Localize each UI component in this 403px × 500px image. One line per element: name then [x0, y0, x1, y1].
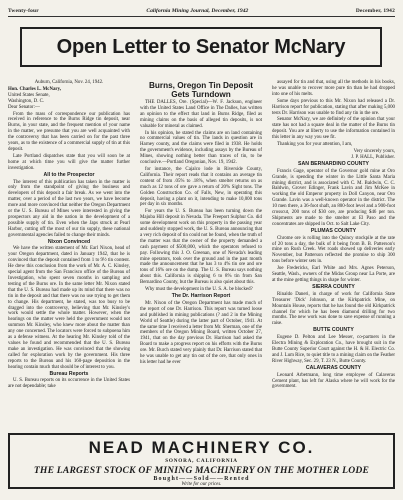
ad-slogan: THE LARGEST STOCK OF MINING MACHINERY ON THE MOTHER LODE [33, 465, 370, 476]
advertisement-box [8, 433, 395, 489]
letter-subhead: Nixon Convinced [47, 238, 91, 245]
letter-subhead: Bureau Reports [49, 370, 89, 377]
right-column [272, 80, 395, 391]
publication-title: California Mining Journal, December, 1942 [146, 8, 249, 14]
salutation-lead: Hon. [8, 86, 19, 92]
ad-services: Bought——Sold——Rented [153, 476, 250, 482]
letter-paragraph: Mr. Nixon of the Oregon Department has made much of the report of one Dr. Harrison. This report was turned loose and published in mining publications (? and 2 in the Mining World of Seattle) during the latter part of October, 1941. At the same time I received a letter from Mr. Sherman, one of the members of the Oregon Mining Board, written October 27, 1941, that on the day previous Dr. Harrison had asked the Board to make a progress report on his efforts with the Burns ore. Mr. Burch stated very plainly that Dr. Harrison stated that he was unable to get any tin out of the ore, that only ones in his letter had he ever [140, 300, 262, 365]
header-rule [8, 16, 395, 17]
letter-subhead: The Dr. Harrison Report [171, 293, 231, 299]
headline-box [20, 27, 382, 67]
letter-address [8, 87, 130, 111]
county-news: Joe Fredericks, Earl White and Mrs. Agnes Peterson, Seattle, Wash., owners of the Midas Group near La Porte, are at the mine getting things in shape for winter. [272, 266, 395, 283]
sidebar-body: In his opinion, he stated the claims are on land containing no commercial values of tin. The lands in question are in Harney county, and the claims were filed in 1938. He holds the government's evidence, including assays by the Bureau of Mines, showing nothing better than traces of tin, to be conclusive.—Portland Oregonian, Nov. 19, 1942. [140, 130, 262, 166]
letter-subhead: All to the Prospector [43, 171, 95, 178]
county-heading: BUTTE COUNTY [313, 327, 354, 334]
addressee-name: Charles L. McNary, [19, 86, 62, 92]
letter-signature-block [272, 149, 395, 161]
address-line-2: Washington, D. C. [8, 98, 45, 104]
letter-dateline: Auburn, California, Nov. 24, 1942. [34, 80, 104, 85]
letter-paragraph: Thanking you for your attention, I am, [277, 142, 353, 148]
issue-date: December, 1942 [355, 8, 395, 14]
letter-paragraph: For years the U. S. Bureau has been turning down the Majuba Hill deposit in Nevada. The Freeport Sulphur Co. did some development work on this property in the passing year and suddenly stopped work, the U. S. Bureau announcing that a very rich deposit of tin could not be found, when the truth of the matter was that the owner of the property demanded a cash payment of $500,000, which the operators refused to pay. Following this J. O. Greenan, one of Nevada's leading mine operators, took over the ground and in the past month made the announcement that he has 3 to 4% tin ore and ore tons of 16% ore on the dump. The U. S. Bureau says nothing about this. California is shipping 6 to 8% tin from San Bernardino County, but the Bureau is also quiet about this. [140, 209, 262, 286]
letter-paragraph: assayed for tin and that, using all the methods in his books, he was unable to recover more pure tin than he had dropped into one of his melts. [272, 80, 395, 97]
county-news: Rinaldo Daneri, in charge of work for California State Treasurer 'Dick' Johnson, at the Kirkpatrick Mine, on Mountain House, reports that he has found the old Kirkpatrick channel for which he has been diamond drilling for two months. The new work was done to save expense of running a raise. [272, 291, 395, 327]
county-heading: SAN BERNARDINO COUNTY [298, 160, 369, 167]
letter-paragraph: We have the written statement of Mr. Earl Nixon, head of your Oregon department, dated in January 1942, that he is convinced that the deposit contained from 1 to 9½ tin content. He drew this conclusion from the work of Mr. A. C. Kinsley, special agent from the San Francisco office of the Bureau of Investigation, who spent seven months in sampling and testing of the Burns ore. In the same letter Mr. Nixon stated that the U. S. Bureau had made up its mind that there was no tin in the deposit and that there was no use trying to get them to change. His department, he stated, was too busy to be dragged into the controversy, believing that Mr. Kinsley's work would settle the whole matter. However, when the hearings on the matter were held the government would not summon Mr. Kinsley, who knew more about the matter than any one concerned. The locators were forced to subpoena him as a defense witness. At the hearing Mr. Kinsley told of the values he found and recommended that the U. S. Bureau make an investigation. He was convinced that the showing called for exploration work by the government. His three reports to the Bureau and his 160-page deposition in the hearing contain much that should be of interest to you. [8, 246, 130, 370]
ad-company-name: NEAD MACHINERY CO. [88, 438, 315, 457]
letter-paragraph: From the mass of correspondence our publication has received in reference to the Burns Ridge tin deposit, near Burns, in your state, and the frequent mention of your name in the matter, we presume that you are well acquainted with the controversy that has been carried on for the past three years, as to the existence of a commercial supply of tin at this deposit. [8, 111, 130, 152]
county-news: Francis Gage, operator of the Governor gold mine at Oro Grande, is spending the winter in the Little Santa Maria mining district, and is associated with C. M. Baldwin, C. C. Baldwin, Grover Edinger, Frank Lavin and Jim McKee in working the old Emperor property in Doll Canyon, near Oro Grande. Lavin was a well-known operator in the district. The 10 men there, a 36-foot shaft, an 800-foot level and a 900-foot crosscut, 200 tons of $30 ore, are producing $46 per ton. Shipments are made to the smelter at El Paso and the concentrates are shipped in Oct. to Salt Lake City. [272, 168, 395, 227]
sidebar-title: Burns, Oregon Tin Deposit Gets Turndown [148, 81, 254, 99]
address-line-1: United States Senate, [8, 92, 50, 98]
letter-paragraph: U. S. Bureau reports on its occurrence in the United States are not dependable; take [8, 378, 130, 390]
county-news: Chrome ore is rolling into the Quincy stockpile at the rate of 20 tons a day, the bulk of it being from B. B. Patterson's mine on Rush Creek. Wet roads showed up deliveries early November, but Patterson reflected the promise to ship 300 tons before winter sets in. [272, 235, 395, 265]
letter-paragraph: Some days previous to this Mr. Nixon had released a Dr. Harrison report for publication, stating that after making 5,000 tests Dr. Harrison was unable to find any tin in the ore. [272, 98, 395, 116]
county-news: Leonard Arbetmann, long time employee of Calaveras Cement plant, has left for Alaska where he will work for the government. [272, 372, 395, 390]
ad-location: SONORA, CALIFORNIA [165, 458, 238, 464]
letter-signature: J. P. HALL, Publisher. [351, 154, 395, 160]
county-heading: SIERRA COUNTY [312, 283, 355, 290]
letter-paragraph: Late Portland dispatches state that you will soon be at home at which time you will give the matter further investigation. [8, 153, 130, 171]
page-number-label: Twenty-four [8, 8, 39, 14]
letter-paragraph: Why must the development in the U. S. A. be blocked? [145, 287, 253, 293]
letter-column [8, 80, 130, 391]
letter-paragraph: Senator McNary, we are definitely of the opinion that your state has not had a square deal in the matter of the Burns tin deposit. You are at liberty to use the information contained in this letter in any way you see fit. [272, 117, 395, 141]
county-heading: PLUMAS COUNTY [310, 227, 357, 234]
letter-closing: Very sincerely yours, [353, 148, 395, 154]
sidebar-lead: THE DALLES, Ore. (Special)—W. F. Jackson, engineer with the United States Land Office in The Dalles, has written an opinion to the effect that land in Burns Ridge, filed as mining claims on the basis of alleged tin deposits, is not valuable for mineral as claimed. [140, 100, 262, 129]
middle-column [140, 80, 262, 367]
letter-paragraph: for instance, the Cajalco lode in Riverside County, California. Their report reads that it contains an average tin content of from .05% to .18%, when smelter returns on as much as 12 tons of ore gave a return of 20% Sight tons. The Golden Construction Co. of Falls, New, in operating this deposit, having a plant on it, intending to make 10,000 tons per day in six months. [140, 166, 262, 208]
running-head [8, 6, 395, 16]
page-headline: Open Letter to Senator McNary [56, 35, 346, 58]
county-news: Eugene D. Pelton and Lee Messer, co-partners in the Electra Mining & Exploration Co., have brought suit in the Butte County Superior Court against the H. & H. Electric Co. and J. Lum Rice, to quiet title to a mining claim on the Feather River Highway, Sec. 29, T. 23 N., Butte County. [272, 335, 395, 364]
ad-call-to-action: Write for our prices. [181, 482, 222, 487]
letter-paragraph: The interest of this publication has taken in the matter is only from the standpoint of giving the business and developers of this deposit a fair break. As we went into the matter, over a period of the last two years, we have become more and more convinced that neither the Oregon Department or the U. S. Bureau of Mines were interested in giving the prospectors any aid in the nation in the development of a possible supply of tin. Even when the Japs struck at Pearl Harbor, cutting off the most of our tin supply, these national governmental agencies failed to change their minds. [8, 179, 130, 238]
letter-greeting: Dear Senator:— [8, 104, 40, 110]
county-heading: CALAVERAS COUNTY [305, 364, 362, 371]
